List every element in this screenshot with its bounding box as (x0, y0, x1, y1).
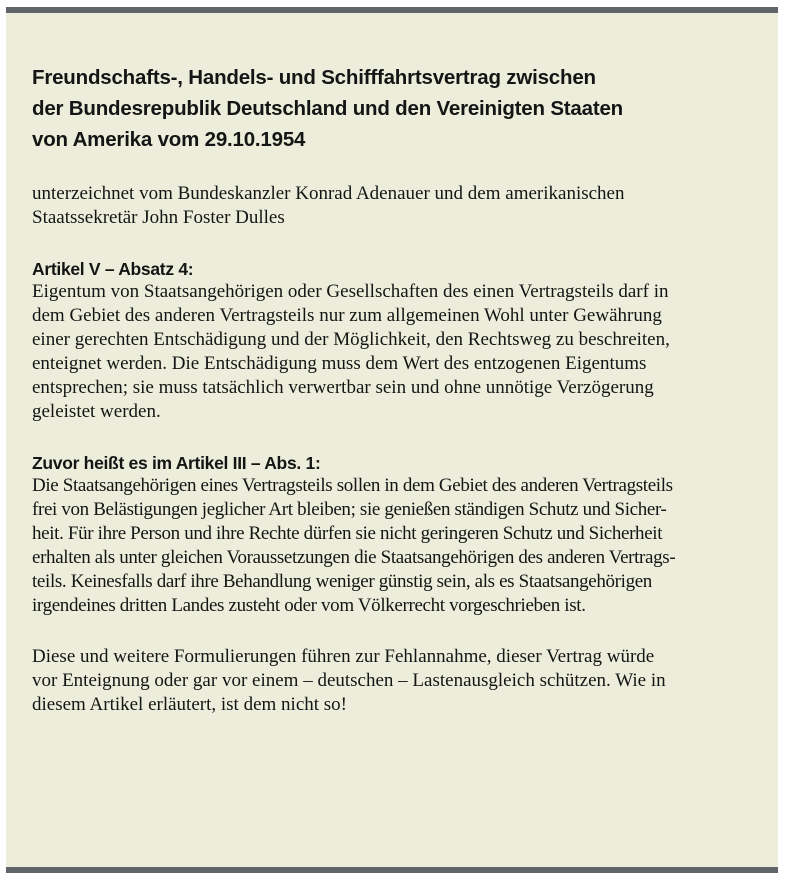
body-line: Die Staatsangehörigen eines Vertragsteils sollen in dem Gebiet des anderen Vertragsteils (32, 475, 673, 496)
body-line: geleistet werden. (32, 401, 161, 422)
body-line: Diese und weitere Formulierungen führen zur Fehlannahme, dieser Vertrag würde (32, 646, 655, 667)
section-artikel-iii (32, 452, 757, 618)
body-line: dem Gebiet des anderen Vertragsteils nur zum allgemeinen Wohl unter Gewährung (32, 305, 662, 326)
title-line: Freundschafts-, Handels- und Schifffahrtsvertrag zwischen (32, 66, 596, 89)
body-line: vor Enteignung oder gar vor einem – deutschen – Lastenausgleich schützen. Wie in (32, 670, 666, 691)
body-line: teils. Keinesfalls darf ihre Behandlung weniger günstig sein, als es Staatsangehörigen (32, 571, 652, 592)
body-line: erhalten als unter gleichen Voraussetzungen die Staatsangehörigen des anderen Vertrags- (32, 547, 676, 568)
section-artikel-v (32, 258, 757, 424)
body-line: Eigentum von Staatsangehörigen oder Gesellschaften des einen Vertragsteils darf in (32, 281, 669, 302)
closing-paragraph (32, 645, 757, 717)
body-line: irgendeines dritten Landes zusteht oder vom Völkerrecht vorgeschrieben ist. (32, 595, 586, 616)
body-line: frei von Belästigungen jeglicher Art bleiben; sie genießen ständigen Schutz und Sicher- (32, 499, 667, 520)
section-heading: Artikel V – Absatz 4: (32, 259, 194, 279)
section-body (32, 474, 757, 618)
body-line: einer gerechten Entschädigung und der Möglichkeit, den Rechtsweg zu beschreiten, (32, 329, 670, 350)
section-heading: Zuvor heißt es im Artikel III – Abs. 1: (32, 453, 321, 473)
document-title (32, 62, 757, 155)
document-subtitle (32, 182, 757, 230)
subtitle-line: Staatssekretär John Foster Dulles (32, 207, 285, 228)
title-line: von Amerika vom 29.10.1954 (32, 128, 306, 151)
title-line: der Bundesrepublik Deutschland und den Vereinigten Staaten (32, 97, 623, 120)
bottom-border-bar (6, 867, 778, 873)
body-line: entsprechen; sie muss tatsächlich verwertbar sein und ohne unnötige Verzögerung (32, 377, 654, 398)
body-line: heit. Für ihre Person und ihre Rechte dürfen sie nicht geringeren Schutz und Sicherheit (32, 523, 663, 544)
section-body (32, 280, 757, 424)
document-content (32, 62, 757, 717)
subtitle-line: unterzeichnet vom Bundeskanzler Konrad Adenauer und dem amerikanischen (32, 183, 625, 204)
document-panel (6, 7, 778, 873)
body-line: diesem Artikel erläutert, ist dem nicht so! (32, 694, 348, 715)
top-border-bar (6, 7, 778, 13)
body-line: enteignet werden. Die Entschädigung muss dem Wert des entzogenen Eigentums (32, 353, 647, 374)
